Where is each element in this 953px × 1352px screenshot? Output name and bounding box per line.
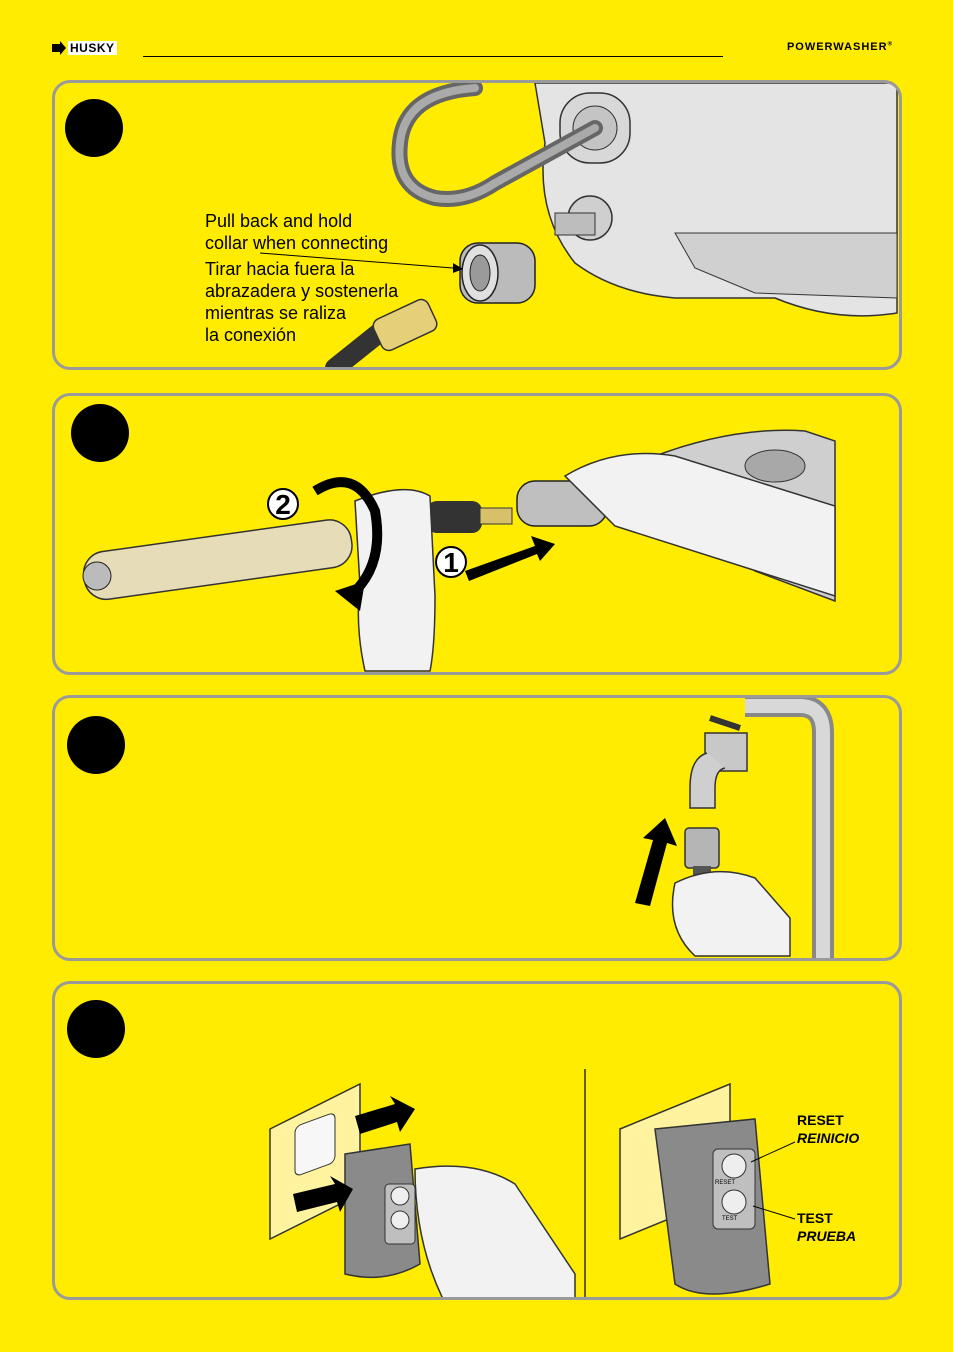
test-label-es: PRUEBA (797, 1228, 857, 1244)
collar-instruction-en-line1: Pull back and hold (205, 211, 353, 231)
brand-text: POWERWASHER (786, 41, 888, 53)
header-rule (143, 56, 723, 57)
step-panel-3 (52, 695, 902, 961)
husky-logo-icon (52, 41, 66, 55)
step-panel-4 (52, 981, 902, 1300)
step-arrow-1-label: 1 (435, 546, 467, 578)
collar-instruction-es-line2: abrazadera y sostenerla (205, 281, 399, 301)
husky-logo (52, 40, 132, 56)
pressure-washer-illustration (55, 83, 902, 370)
gun-wand-connection-illustration (55, 396, 902, 675)
logo-text: HUSKY (70, 41, 115, 55)
gfci-button-test-text: TEST (722, 1216, 738, 1222)
collar-instruction-es-line3: mientras se raliza (205, 303, 347, 323)
step-arrow-2-label: 2 (267, 488, 299, 520)
collar-instruction-es-line4: la conexión (205, 325, 297, 345)
test-label-en: TEST (797, 1210, 833, 1226)
brand-name (787, 41, 893, 53)
brand-mark: ® (887, 41, 893, 48)
collar-instruction-es-line1: Tirar hacia fuera la (205, 259, 355, 279)
gfci-button-reset-text: RESET (715, 1180, 736, 1186)
step-panel-2 (52, 393, 902, 675)
collar-instruction-en-line2: collar when connecting (205, 233, 389, 253)
step-panel-1 (52, 80, 902, 370)
reset-label-en: RESET (797, 1112, 844, 1128)
gfci-plug-illustration (55, 984, 902, 1300)
faucet-illustration (55, 698, 902, 961)
reset-label-es: REINICIO (797, 1130, 860, 1146)
